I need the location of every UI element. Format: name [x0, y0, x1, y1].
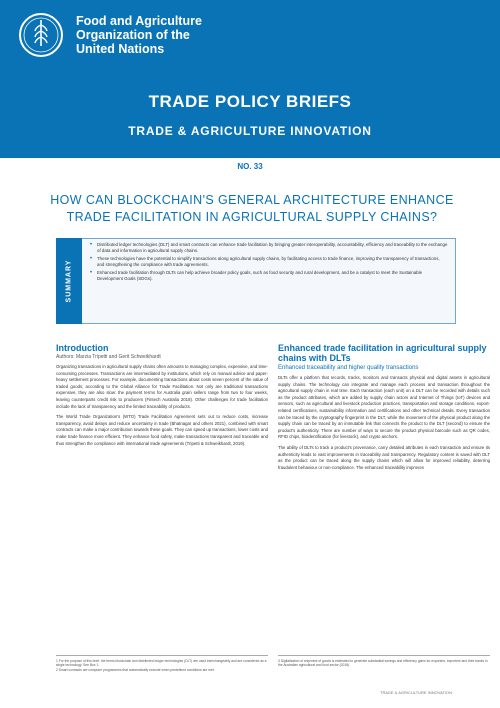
summary-item: • These technologies have the potential to simplify transactions along agricultural supply chains, by facilitating access to trade finance, improving the transparency of transactions, and strengthening the compliance with trade agreements. — [90, 256, 448, 268]
right-column — [278, 343, 490, 471]
body-paragraph: DLTs offer a platform that records, tracks, monitors and transacts physical and digital assets in agricultural supply chains. The technology can integrate and manage each process and transaction throughout the agricultural supply chain in real time. Each transaction (each unit) on a DLT can be recorded with details such as the product attributes, which are added by supply chain actors and Internet of Things (IoT) devices and sensors, such as agricultural and livestock production practices, transportation and storage conditions, export-related certifications, sustainability information and certifications and other technical details. Every transaction can be traced by the cryptography fingerprint in the DLT, while the movement of the physical product along the supply chain can be traced by an immutable link that connects the product to the DLT (second) to ensure the product's authenticity. There are number of ways to secure the product physical barcode such as QR codes, RFID chips, bioidentification (for livestock), and crypto anchors. — [278, 375, 490, 440]
org-line-1: Food and Agriculture — [76, 14, 202, 28]
page-footer: TRADE & AGRICULTURE INNOVATION — [380, 690, 453, 695]
organization-name — [76, 14, 202, 56]
footnote: 3 Digitalisation of shipment of goods is estimated to generate substantial savings and efficiency gains for exporters, importers and their banks in the Australian agricultural and food sector (2018). — [278, 659, 488, 668]
introduction-heading: Introduction — [56, 343, 109, 353]
summary-item: • Enhanced trade facilitation through DLTs can help achieve broader policy goals, such as food security and rural development, and be a catalyst to meet the Sustainable Development Goals (SDGs). — [90, 270, 448, 282]
org-line-3: United Nations — [76, 42, 165, 56]
summary-item: • Distributed ledger technologies (DLT) and smart contracts can enhance trade facilitation by bringing greater interoperability, accountability, efficiency and traceability to the exchange of data and information in agricultural supply chains. — [90, 242, 448, 254]
left-column — [56, 343, 268, 447]
right-footnotes — [278, 655, 490, 668]
brief-title-line-2: TRADE FACILITATION IN AGRICULTURAL SUPPLY CHAINS? — [66, 210, 438, 224]
footnote: 2 Smart contracts are computer programmes that automatically execute when predefined conditions are met. — [56, 667, 215, 672]
series-title: TRADE POLICY BRIEFS — [148, 92, 352, 111]
header-banner — [0, 0, 500, 158]
fao-logo-icon — [18, 12, 64, 58]
summary-tab-label: SUMMARY — [65, 259, 73, 303]
body-paragraph: Organizing transactions in agricultural supply chains often amounts to managing complex, expensive, and time-consuming processes. Transactions are intermediated by institutions, which rely on manual advice and paper-heavy settlement processes. For example, documenting transactions about costs seven percent of the value of traded goods, according to the Global Alliance for Trade Facilitation. Not only are traditional transactions expensive, they are also slow: the payment terms for Australia grain sellers range from two to four weeks, leaving counterparts credit risk to producers (Fintech Australia 2018). Other challenges for trade facilitation include the lack of transparency and the limited traceability of products. — [56, 364, 268, 409]
section-heading: Enhanced trade facilitation in agricultural supply chains with DLTs — [278, 343, 487, 363]
org-line-2: Organization of the — [76, 28, 190, 42]
summary-list — [90, 242, 448, 285]
brief-title-line-1: HOW CAN BLOCKCHAIN'S GENERAL ARCHITECTURE ENHANCE — [50, 193, 454, 207]
left-footnotes — [56, 655, 268, 672]
body-paragraph: The World Trade Organization's (WTO) Trade Facilitation Agreement sets out to reduce costs, increase transparency, avoid delays and reduce uncertainty in trade (Bhatnagar and others 2021), combined with smart contracts can make a major contribution towards these goals. They can speed up transactions, lower costs and make trade finance more efficient. They enhance food safety, make transactions transparent and traceable and thus strengthen the compliance with international trade agreements (Tripetti & Schweikhardt, 2019). — [56, 414, 268, 446]
summary-tab — [56, 238, 82, 324]
brief-title — [24, 192, 480, 226]
issue-number: NO. 33 — [237, 162, 263, 171]
footnote: 1 For the purpose of this brief, the terms blockchain and distributed ledger technologies (DLT) are used interchangeably and are considered as a single technology. See Box 1. — [56, 659, 267, 668]
section-subheading: Enhanced traceability and higher quality transactions — [278, 365, 419, 371]
body-paragraph: The ability of DLTs to track a product's provenance, carry detailed attributes in each transaction and ensure its authenticity leads to vast improvements in traceability and transparency. Regulatory content is saved with DLT as the product can be traced along the supply chains which will allow for improved reliability, deterring fraudulent behaviour or non-compliance. The enhanced traceability improves — [278, 444, 490, 470]
authors-line: Authors: Marzia Tripetti and Gerit Schweikhardt — [56, 354, 161, 360]
series-subtitle: TRADE & AGRICULTURE INNOVATION — [128, 124, 372, 138]
